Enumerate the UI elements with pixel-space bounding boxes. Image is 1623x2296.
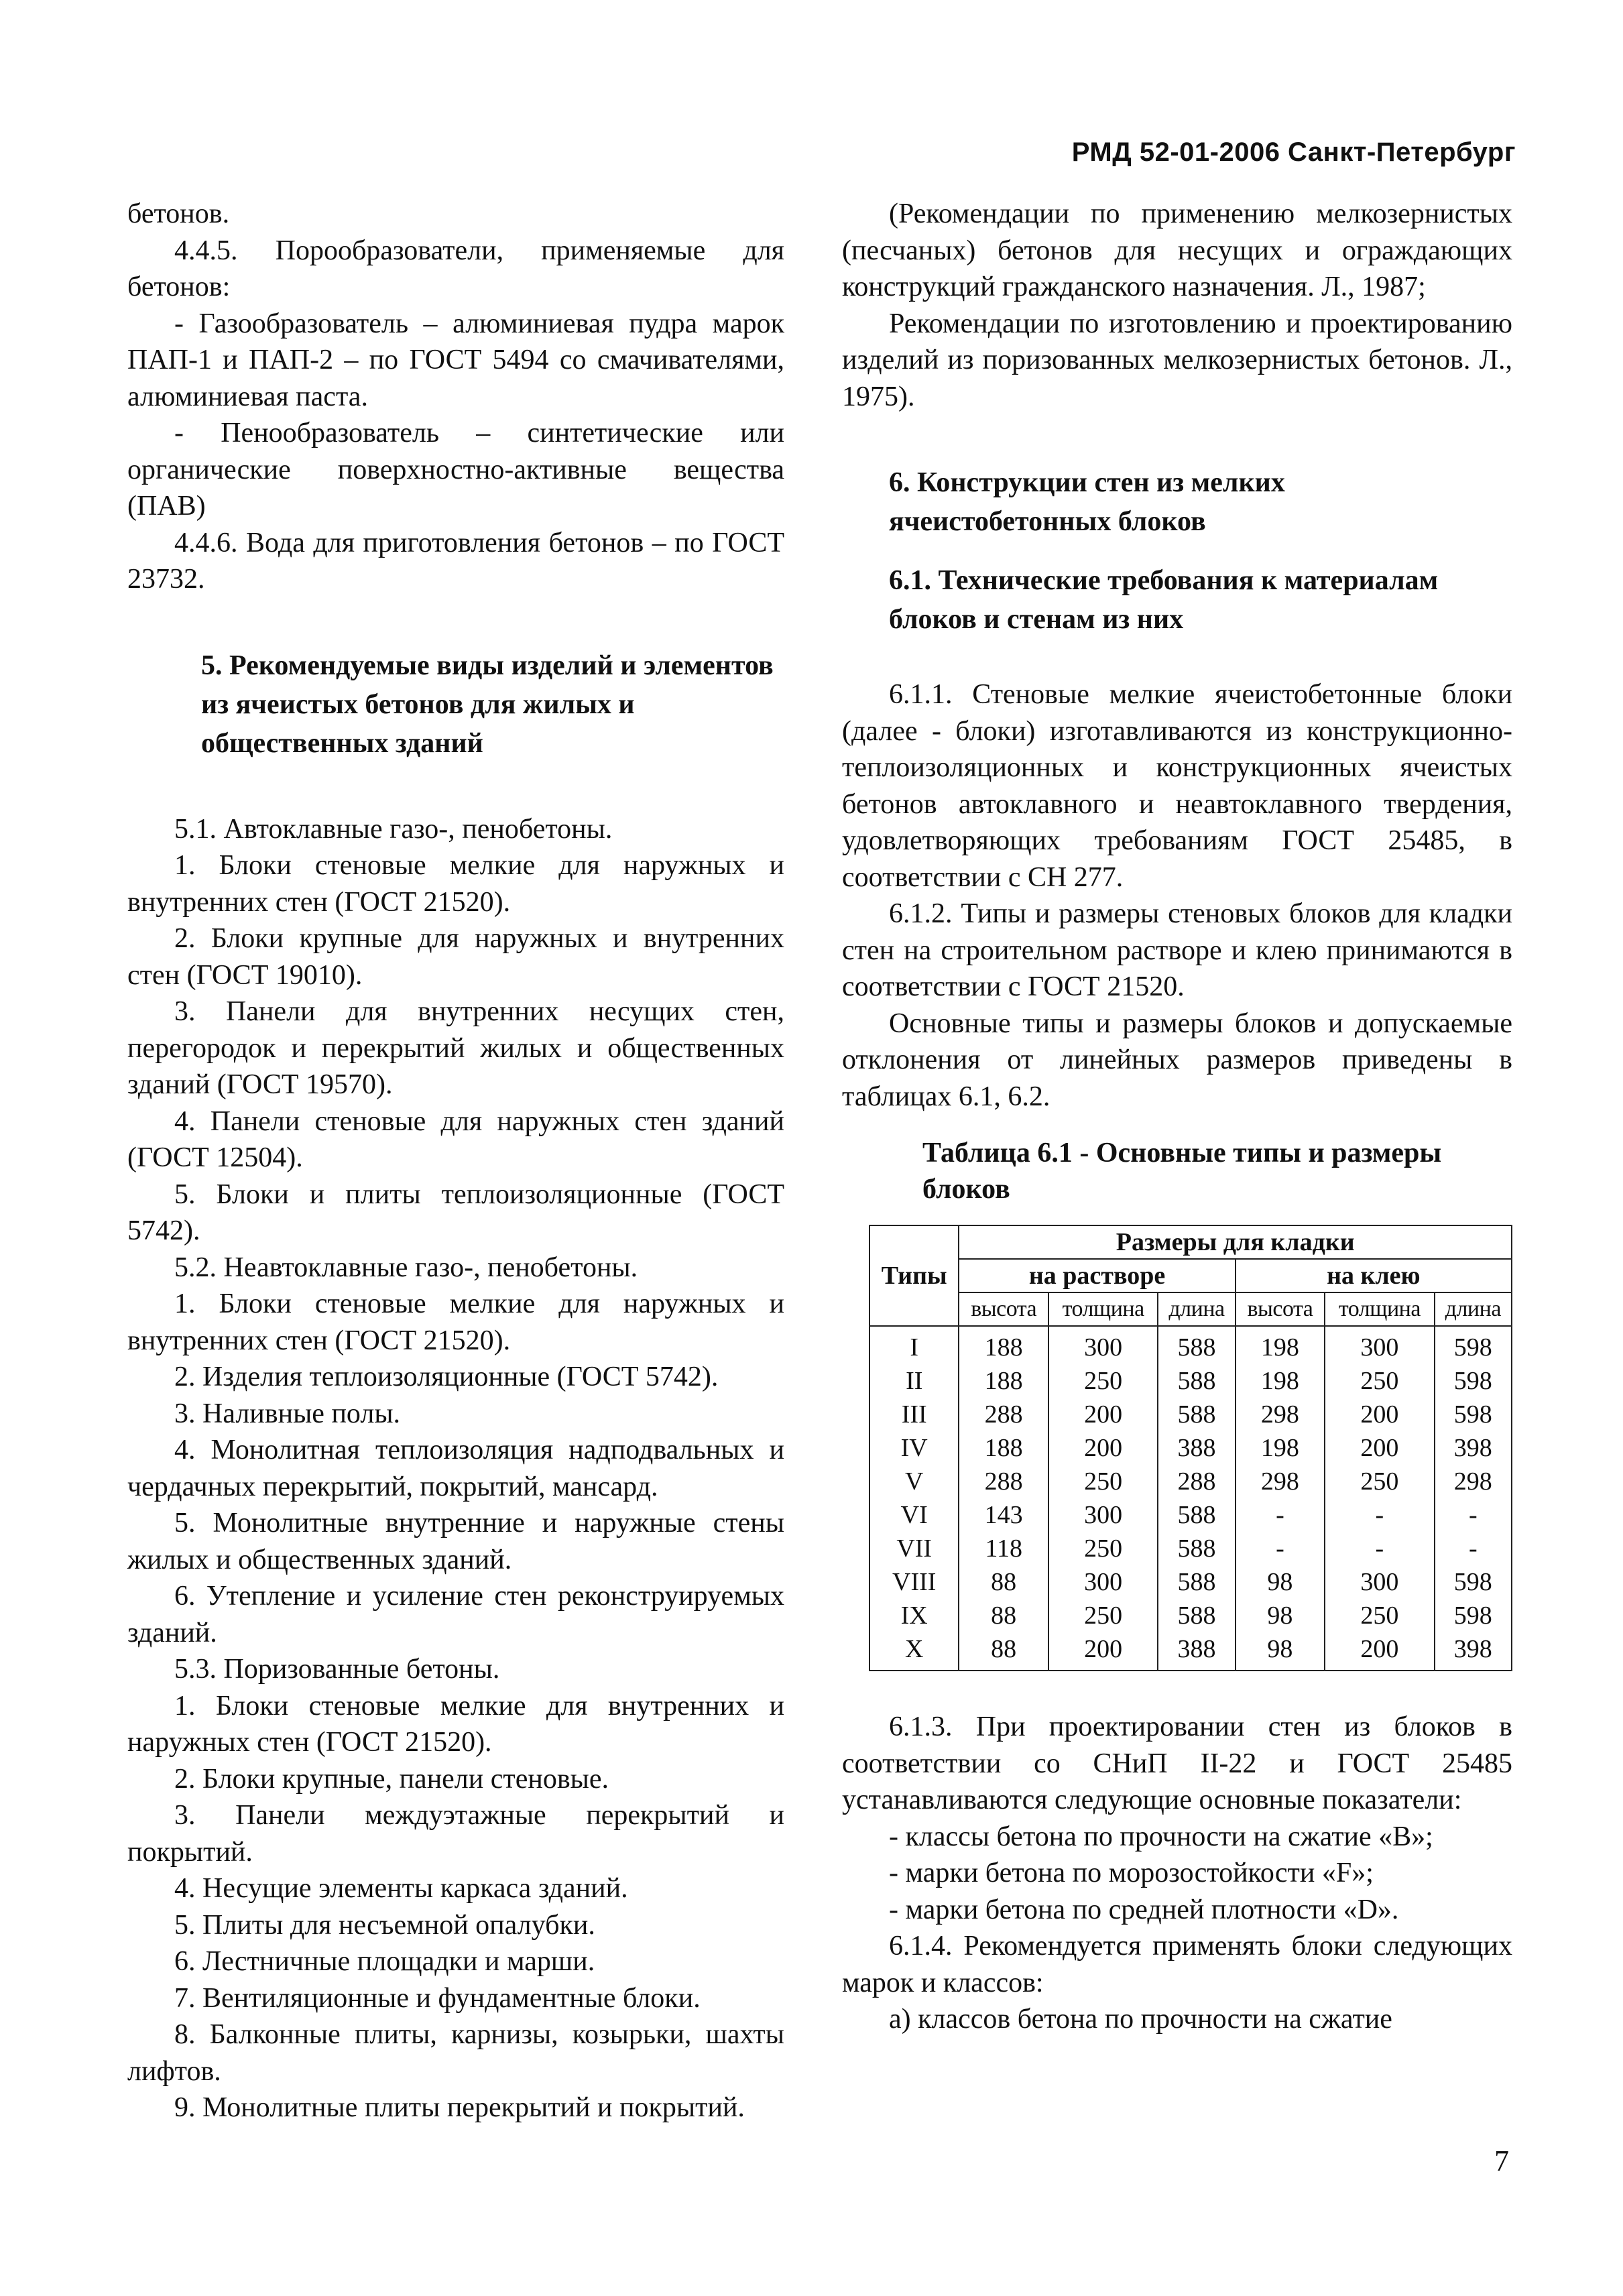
table-cell-type: V [869,1465,959,1498]
table-cell: 250 [1048,1364,1158,1398]
table-cell: 200 [1325,1431,1434,1465]
paragraph: 8. Балконные плиты, карнизы, козырьки, шахты лифтов. [127,2019,784,2087]
paragraph: бетонов. [127,198,230,229]
table-cell: 200 [1325,1632,1434,1671]
table-cell: 598 [1435,1364,1512,1398]
table-cell: 588 [1158,1532,1235,1565]
table-cell: 300 [1325,1326,1434,1364]
table-cell: 398 [1435,1431,1512,1465]
table-cell: 98 [1236,1599,1325,1632]
section-heading: 5. Рекомендуемые виды изделий и элементов из ячеистых бетонов для жилых и общественных зданий [201,650,774,759]
table-body [869,1326,1512,1671]
paragraph: 3. Наливные полы. [174,1398,401,1429]
table-cell: 200 [1325,1398,1434,1431]
paragraph: 5.1. Автоклавные газо-, пенобетоны. [174,813,613,845]
table-row [869,1465,1512,1498]
table-cell: 598 [1435,1398,1512,1431]
table-cell: 300 [1325,1565,1434,1599]
table-cell: 198 [1236,1326,1325,1364]
table-cell: 398 [1435,1632,1512,1671]
table-cell-type: VII [869,1532,959,1565]
table-cell: 598 [1435,1565,1512,1599]
table-cell: 188 [959,1326,1048,1364]
table-cell: 588 [1158,1599,1235,1632]
table-cell: 250 [1325,1599,1434,1632]
table-cell: 118 [959,1532,1048,1565]
table-cell: 198 [1236,1431,1325,1465]
block-sizes-table [869,1225,1512,1671]
table-cell-type: II [869,1364,959,1398]
table-cell: 298 [1435,1465,1512,1498]
table-cell: - [1236,1498,1325,1532]
table-cell-type: III [869,1398,959,1431]
table-cell: - [1325,1498,1434,1532]
table-row [869,1364,1512,1398]
table-cell: 143 [959,1498,1048,1532]
table-cell: 388 [1158,1632,1235,1671]
table-row [869,1498,1512,1532]
paragraph: 4. Монолитная теплоизоляция надподвальных и чердачных перекрытий, покрытий, мансард. [127,1435,784,1502]
paragraph: 6. Утепление и усиление стен реконструируемых зданий. [127,1581,784,1648]
paragraph: - марки бетона по средней плотности «D». [889,1894,1399,1925]
table-row [869,1431,1512,1465]
table-cell-type: VI [869,1498,959,1532]
table-row [869,1599,1512,1632]
table-cell: 250 [1325,1364,1434,1398]
table-cell: 588 [1158,1565,1235,1599]
table-cell: 298 [1236,1465,1325,1498]
paragraph: 5. Блоки и плиты теплоизоляционные (ГОСТ 5742). [127,1179,784,1246]
table-cell: 388 [1158,1431,1235,1465]
right-column [842,196,1512,2038]
table-cell: 88 [959,1632,1048,1671]
paragraph: 6. Лестничные площадки и марши. [174,1946,595,1977]
left-column [127,196,784,2126]
paragraph: 5.2. Неавтоклавные газо-, пенобетоны. [174,1252,638,1283]
table-cell: 188 [959,1431,1048,1465]
table-cell: 588 [1158,1398,1235,1431]
paragraph: - Газообразователь – алюминиевая пудра марок ПАП-1 и ПАП-2 – по ГОСТ 5494 со смачивателями, алюминиевая паста. [127,308,784,412]
table-cell: 88 [959,1599,1048,1632]
table-cell: - [1435,1532,1512,1565]
table-header-length: длина [1435,1292,1512,1326]
paragraph: (Рекомендации по применению мелкозернистых (песчаных) бетонов для несущих и ограждающих конструкций гражданского назначения. Л., 1987; [842,198,1512,302]
table-cell: 88 [959,1565,1048,1599]
paragraph: 3. Панели для внутренних несущих стен, перегородок и перекрытий жилых и общественных зданий (ГОСТ 19570). [127,996,784,1100]
table-cell: 250 [1048,1465,1158,1498]
section-heading: 6. Конструкции стен из мелких ячеистобетонных блоков [889,467,1285,537]
paragraph: 4. Панели стеновые для наружных стен зданий (ГОСТ 12504). [127,1105,784,1173]
table-cell-type: IV [869,1431,959,1465]
paragraph: 1. Блоки стеновые мелкие для наружных и внутренних стен (ГОСТ 21520). [127,850,784,918]
table-cell-type: I [869,1326,959,1364]
table-cell: 188 [959,1364,1048,1398]
table-header-height: высота [959,1292,1048,1326]
table-cell: 250 [1325,1465,1434,1498]
paragraph: 1. Блоки стеновые мелкие для наружных и внутренних стен (ГОСТ 21520). [127,1288,784,1356]
page-number: 7 [1494,2144,1509,2177]
table-cell: - [1435,1498,1512,1532]
table-cell: 98 [1236,1565,1325,1599]
table-header-group: Размеры для кладки [959,1225,1512,1259]
table-cell: 250 [1048,1532,1158,1565]
table-header-height: высота [1236,1292,1325,1326]
paragraph: 5.3. Поризованные бетоны. [174,1654,500,1685]
paragraph: а) классов бетона по прочности на сжатие [889,2004,1392,2035]
paragraph: 6.1.3. При проектировании стен из блоков в соответствии со СНиП II-22 и ГОСТ 25485 устанавливаются следующие основные показатели: [842,1711,1512,1815]
table-cell: 300 [1048,1565,1158,1599]
table-cell: 298 [1236,1398,1325,1431]
paragraph: - классы бетона по прочности на сжатие «B»; [889,1821,1433,1852]
table-row [869,1565,1512,1599]
paragraph: 1. Блоки стеновые мелкие для внутренних и наружных стен (ГОСТ 21520). [127,1690,784,1758]
paragraph: 2. Блоки крупные для наружных и внутренних стен (ГОСТ 19010). [127,923,784,991]
table-cell: 288 [959,1465,1048,1498]
table-row [869,1632,1512,1671]
paragraph: 9. Монолитные плиты перекрытий и покрытий. [174,2092,745,2123]
table-cell: 198 [1236,1364,1325,1398]
paragraph: 4. Несущие элементы каркаса зданий. [174,1873,628,1904]
paragraph: 6.1.4. Рекомендуется применять блоки следующих марок и классов: [842,1931,1512,1998]
table-header-mortar: на растворе [959,1259,1235,1292]
paragraph: 2. Блоки крупные, панели стеновые. [174,1763,609,1795]
table-cell: 288 [959,1398,1048,1431]
table-header-length: длина [1158,1292,1235,1326]
table-cell: - [1325,1532,1434,1565]
running-header: РМД 52-01-2006 Санкт-Петербург [1071,137,1516,167]
table-header-types: Типы [869,1225,959,1326]
table-header-thickness: толщина [1048,1292,1158,1326]
table-cell: 300 [1048,1498,1158,1532]
table-row [869,1326,1512,1364]
table-cell: 250 [1048,1599,1158,1632]
table-cell: 300 [1048,1326,1158,1364]
table-cell-type: IX [869,1599,959,1632]
table-cell: - [1236,1532,1325,1565]
paragraph: - Пенообразователь – синтетические или органические поверхностно-активные вещества (ПАВ) [127,418,784,522]
table-cell: 200 [1048,1632,1158,1671]
table-row [869,1532,1512,1565]
table-cell: 588 [1158,1326,1235,1364]
table-cell: 200 [1048,1431,1158,1465]
paragraph: 2. Изделия теплоизоляционные (ГОСТ 5742). [174,1362,719,1392]
paragraph: Основные типы и размеры блоков и допускаемые отклонения от линейных размеров приведены в таблицах 6.1, 6.2. [842,1008,1512,1112]
table-cell: 598 [1435,1326,1512,1364]
table-cell-type: VIII [869,1565,959,1599]
table-cell: 588 [1158,1498,1235,1532]
paragraph: 6.1.1. Стеновые мелкие ячеистобетонные блоки (далее - блоки) изготавливаются из конструкционно-теплоизоляционных и конструкционных ячеистых бетонов автоклавного и неавтоклавного твердения, удовлетворяющих требованиям ГОСТ 25485, в соответствии с СН 277. [842,679,1512,893]
paragraph: 4.4.6. Вода для приготовления бетонов – по ГОСТ 23732. [127,527,784,595]
paragraph: 7. Вентиляционные и фундаментные блоки. [174,1982,701,2014]
paragraph: 6.1.2. Типы и размеры стеновых блоков для кладки стен на строительном растворе и клею принимаются в соответствии с ГОСТ 21520. [842,898,1512,1002]
subsection-heading: 6.1. Технические требования к материалам блоков и стенам из них [889,565,1439,635]
table-header-glue: на клею [1236,1259,1512,1292]
table-header-thickness: толщина [1325,1292,1434,1326]
paragraph: - марки бетона по морозостойкости «F»; [889,1858,1374,1888]
table-cell: 588 [1158,1364,1235,1398]
paragraph: 5. Плиты для несъемной опалубки. [174,1909,595,1941]
paragraph: 5. Монолитные внутренние и наружные стены жилых и общественных зданий. [127,1508,784,1575]
table-cell: 598 [1435,1599,1512,1632]
table-cell: 98 [1236,1632,1325,1671]
paragraph: 4.4.5. Порообразователи, применяемые для бетонов: [127,235,784,302]
table-cell: 200 [1048,1398,1158,1431]
table-cell-type: X [869,1632,959,1671]
table-row [869,1398,1512,1431]
table-cell: 288 [1158,1465,1235,1498]
paragraph: 3. Панели междуэтажные перекрытий и покрытий. [127,1800,784,1868]
table-caption: Таблица 6.1 - Основные типы и размеры блоков [922,1138,1442,1205]
paragraph: Рекомендации по изготовлению и проектированию изделий из поризованных мелкозернистых бетонов. Л., 1975). [842,308,1512,412]
